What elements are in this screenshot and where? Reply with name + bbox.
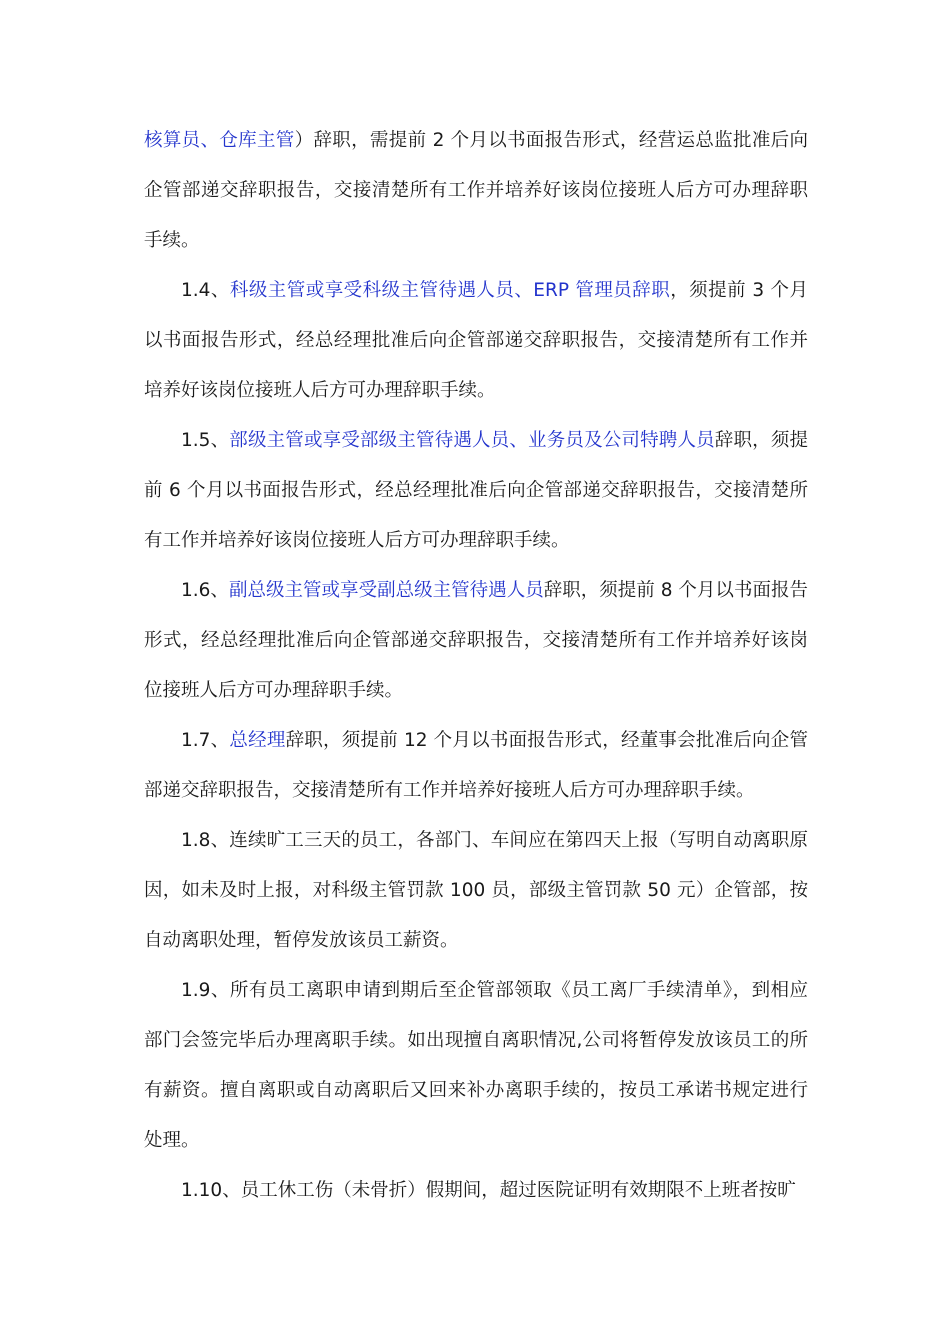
- paragraph-text: 所有员工离职申请到期后至企管部领取《员工离厂手续清单》，到相应部门会签完毕后办理离职手续。如出现擅自离职情况,公司将暂停发放该员工的所有薪资。擅自离职或自动离职后又回来补办离职手续的，按员工承诺书规定进行处理。: [144, 980, 808, 1151]
- paragraph-text: ，须提前 3 个月以书面报告形式，经总经理批准后向企管部递交辞职报告，交接清楚所有工作并培养好该岗位接班人后方可办理辞职手续。: [144, 280, 808, 401]
- paragraph-text: 员工休工伤（未骨折）假期间，超过医院证明有效期限不上班者按旷: [240, 1180, 796, 1201]
- paragraph-1-7: [144, 716, 808, 816]
- paragraph-text: 辞职，须提前 6 个月以书面报告形式，经总经理批准后向企管部递交辞职报告，交接清楚所有工作并培养好该岗位接班人后方可办理辞职手续。: [144, 430, 808, 551]
- paragraph-1-9: [144, 966, 808, 1166]
- clause-number: 1.4、: [181, 280, 230, 301]
- paragraph-1-8: [144, 816, 808, 966]
- paragraph-1-6: [144, 566, 808, 716]
- highlighted-roles: 副总级主管或享受副总级主管待遇人员: [228, 580, 544, 601]
- clause-number: 1.6、: [181, 580, 229, 601]
- paragraph-1-3-continued: [144, 116, 808, 266]
- highlighted-roles: 总经理: [229, 730, 286, 751]
- clause-number: 1.8、: [181, 830, 230, 851]
- paragraph-1-10: [144, 1166, 808, 1216]
- paragraph-1-5: [144, 416, 808, 566]
- clause-number: 1.7、: [181, 730, 230, 751]
- paragraph-text: 连续旷工三天的员工，各部门、车间应在第四天上报（写明自动离职原因，如未及时上报，对科级主管罚款 100 员，部级主管罚款 50 元）企管部，按自动离职处理，暂停发放该员工薪资。: [144, 830, 808, 951]
- clause-number: 1.5、: [181, 430, 230, 451]
- paragraph-1-4: [144, 266, 808, 416]
- clause-number: 1.10、: [181, 1180, 241, 1201]
- highlighted-roles: 部级主管或享受部级主管待遇人员、业务员及公司特聘人员: [229, 430, 715, 451]
- paragraph-text: 辞职，须提前 12 个月以书面报告形式，经董事会批准后向企管部递交辞职报告，交接清楚所有工作并培养好接班人后方可办理辞职手续。: [144, 730, 808, 801]
- paragraph-text: ）辞职，需提前 2 个月以书面报告形式，经营运总监批准后向企管部递交辞职报告，交接清楚所有工作并培养好该岗位接班人后方可办理辞职手续。: [144, 130, 808, 251]
- highlighted-roles: 核算员、仓库主管: [144, 130, 295, 151]
- clause-number: 1.9、: [181, 980, 230, 1001]
- document-body: [144, 116, 808, 1216]
- paragraph-text: 辞职，须提前 8 个月以书面报告形式，经总经理批准后向企管部递交辞职报告，交接清楚所有工作并培养好该岗位接班人后方可办理辞职手续。: [144, 580, 808, 701]
- highlighted-roles: 科级主管或享受科级主管待遇人员、ERP 管理员辞职: [229, 280, 671, 301]
